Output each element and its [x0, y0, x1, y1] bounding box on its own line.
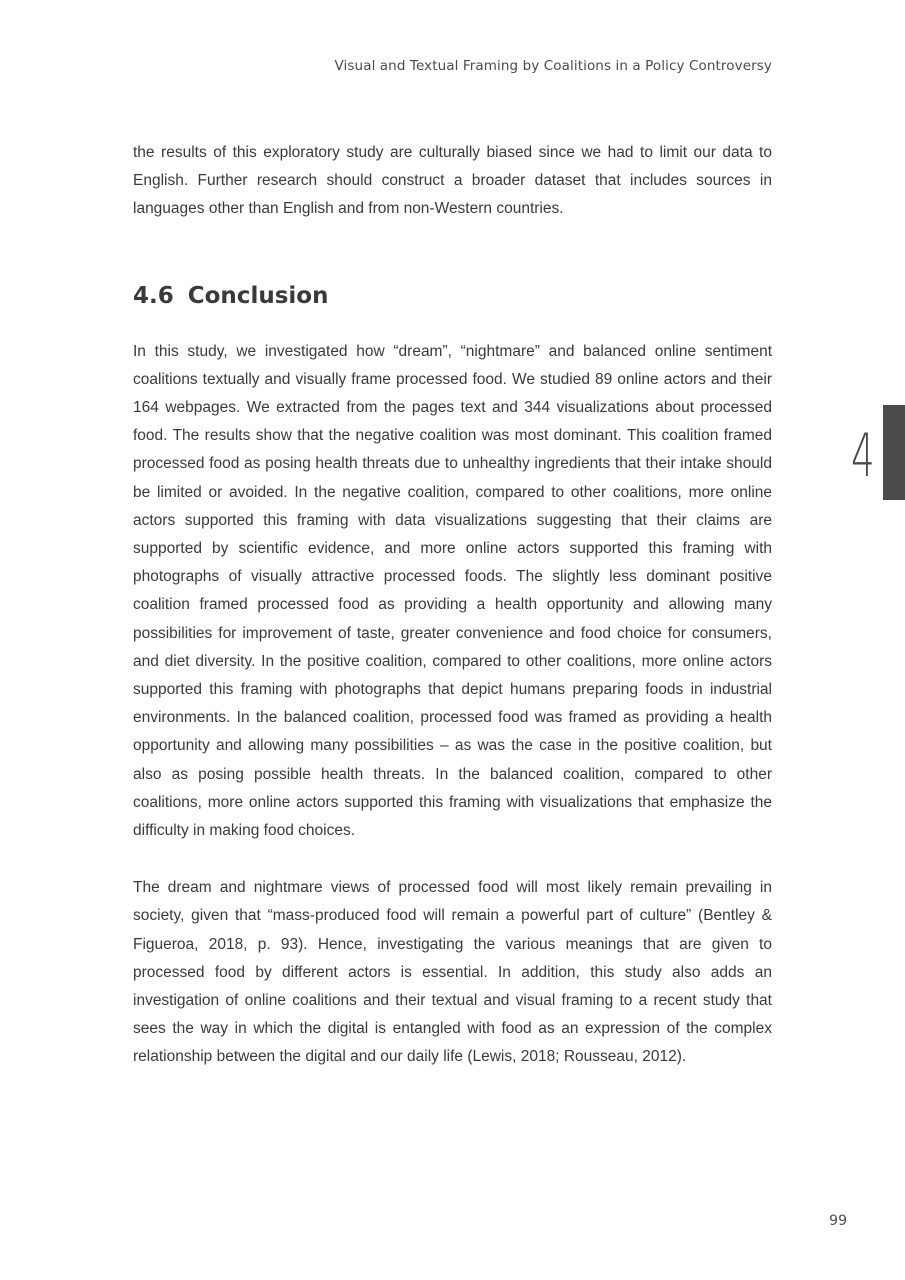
section-heading: [133, 281, 772, 311]
chapter-tab: [883, 405, 905, 500]
page-content: [133, 139, 772, 1072]
section-number: 4.6: [133, 282, 174, 309]
page-number: 99: [829, 1213, 847, 1229]
section-title: Conclusion: [187, 282, 329, 309]
conclusion-paragraph-2: The dream and nightmare views of processed food will most likely remain prevailing in society, given that “mass-produced food will remain a powerful part of culture” (Bentley & Figueroa, 2018, p. 93). Hence, investigating the various meanings that are given to processed food by different actors is essential. In addition, this study also adds an investigation of online coalitions and their textual and visual framing to a recent study that sees the way in which the digital is entangled with food as an expression of the complex relationship between the digital and our daily life (Lewis, 2018; Rousseau, 2012).: [133, 879, 772, 1066]
conclusion-paragraph-1: In this study, we investigated how “dream”, “nightmare” and balanced online sentiment coalitions textually and visually frame processed food. We studied 89 online actors and their 164 webpages. We extracted from the pages text and 344 visualizations about processed food. The results show that the negative coalition was most dominant. This coalition framed processed food as posing health threats due to unhealthy ingredients that their intake should be limited or avoided. In the negative coalition, compared to other coalitions, more online actors supported this framing with data visualizations suggesting that their claims are supported by scientific evidence, and more online actors supported this framing with photographs of visually attractive processed foods. The slightly less dominant positive coalition framed processed food as providing a health opportunity and allowing many possibilities for improvement of taste, greater convenience and food choice for consumers, and diet diversity. In the positive coalition, compared to other coalitions, more online actors supported this framing with photographs that depict humans preparing foods in industrial environments. In the balanced coalition, processed food was framed as providing a health opportunity and allowing many possibilities – as was the case in the positive coalition, but also as posing possible health threats. In the balanced coalition, compared to other coalitions, more online actors supported this framing with visualizations that emphasize the difficulty in making food choices.: [133, 342, 772, 840]
running-header: Visual and Textual Framing by Coalitions in a Policy Controversy: [334, 58, 772, 74]
intro-paragraph: the results of this exploratory study are culturally biased since we had to limit our data to English. Further research should construct a broader dataset that includes sources in languages other than English and from non-Western countries.: [133, 144, 772, 218]
chapter-number: 4: [851, 421, 875, 491]
